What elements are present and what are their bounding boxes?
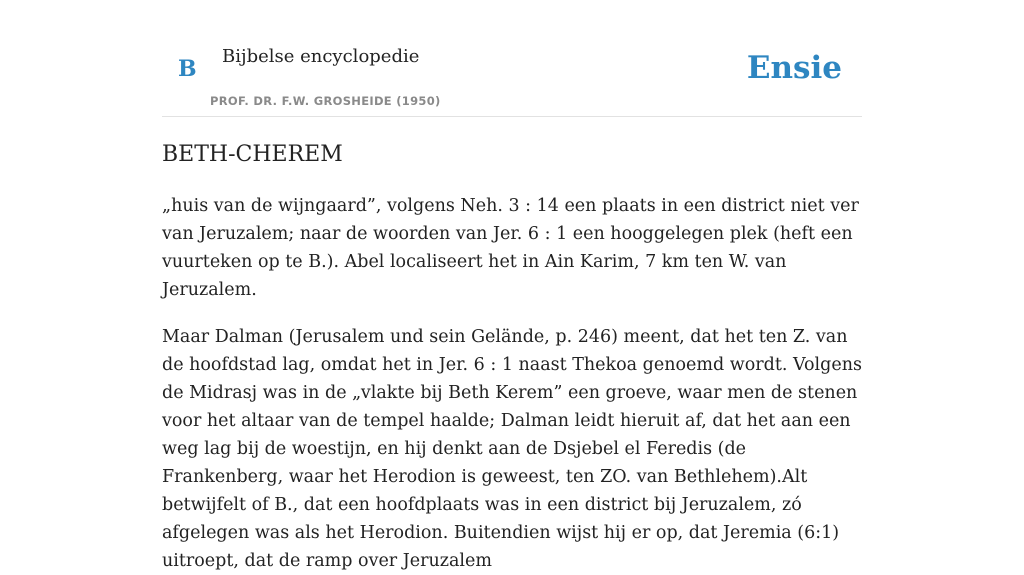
article-paragraph: „huis van de wijngaard”, volgens Neh. 3 : 14 een plaats in een district niet ver van Jeruzalem; naar de woorden van Jer. 6 : 1 een hooggelegen plek (heft een vuurteken op te B.). Abel localiseert het in Ain Karim, 7 km ten W. van Jeruzalem. (162, 196, 859, 300)
ensie-logo-link[interactable]: Ensie (746, 50, 842, 86)
article-paragraph: Maar Dalman (Jerusalem und sein Gelände, p. 246) meent, dat het ten Z. van de hoofdstad lag, omdat het in Jer. 6 : 1 naast Thekoa genoemd wordt. Volgens de Midrasj was in de „vlakte bij Beth Kerem” een groeve, waar men de stenen voor het altaar van de tempel haalde; Dalman leidt hieruit af, dat het aan een weg lag bij de woestijn, en hij denkt aan de Dsjebel el Feredis (de Frankenberg, waar het Herodion is geweest, ten ZO. van Bethlehem).Alt betwijfelt of B., dat een hoofdplaats was in een district bij Jeruzalem, zó afgelegen was als het Herodion. Buitendien wijst hij er op, dat Jeremia (6:1) uitroept, dat de ramp over Jeruzalem (162, 327, 862, 571)
author-label: PROF. DR. F.W. GROSHEIDE (1950) (210, 94, 441, 108)
article (162, 140, 862, 575)
header (162, 0, 862, 117)
book-title-link[interactable]: Bijbelse encyclopedie (222, 46, 420, 67)
book-logo-letter[interactable]: B (178, 56, 197, 82)
article-title: BETH-CHEREM (162, 142, 343, 167)
